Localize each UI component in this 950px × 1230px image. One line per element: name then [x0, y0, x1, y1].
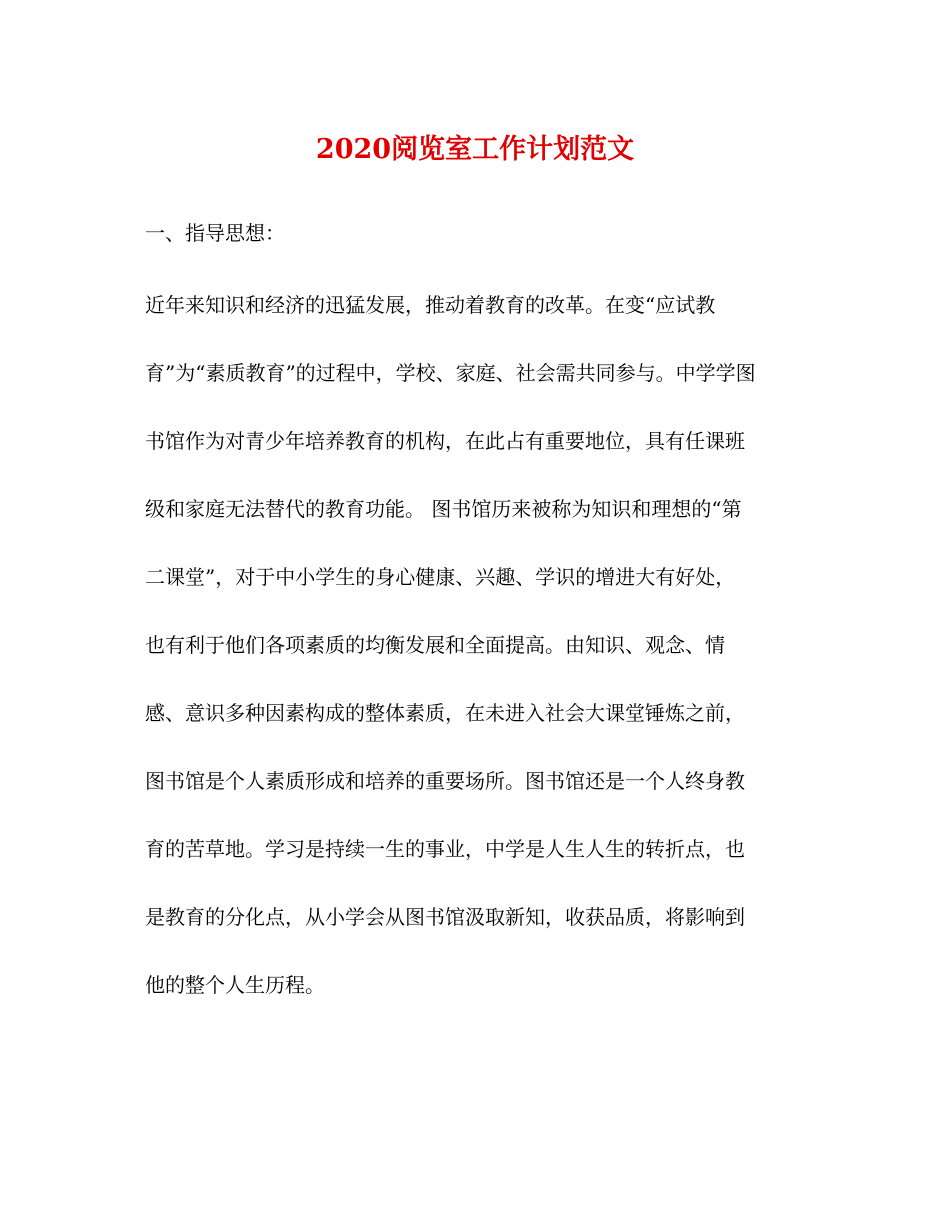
paragraph-line: 近年来知识和经济的迅猛发展，推动着教育的改革。在变“应试教	[145, 293, 716, 317]
section-heading: 一、指导思想：	[145, 221, 285, 245]
paragraph-line: 感、意识多种因素构成的整体素质，在未进入社会大课堂锤炼之前，	[145, 701, 745, 725]
paragraph-line: 他的整个人生历程。	[145, 973, 325, 997]
paragraph-line: 级和家庭无法替代的教育功能。 图书馆历来被称为知识和理想的“第	[145, 497, 742, 521]
document-title: 2020阅览室工作计划范文	[315, 134, 635, 165]
paragraph-line: 育”为“素质教育”的过程中，学校、家庭、社会需共同参与。中学学图	[145, 361, 756, 385]
body-paragraph	[145, 288, 825, 1036]
paragraph-line: 育的苦草地。学习是持续一生的事业，中学是人生人生的转折点，也	[145, 837, 745, 861]
paragraph-line: 书馆作为对青少年培养教育的机构，在此占有重要地位，具有任课班	[145, 429, 745, 453]
paragraph-line: 是教育的分化点，从小学会从图书馆汲取新知，收获品质，将影响到	[145, 905, 745, 929]
paragraph-line: 图书馆是个人素质形成和培养的重要场所。图书馆还是一个人终身教	[145, 769, 745, 793]
paragraph-line: 也有利于他们各项素质的均衡发展和全面提高。由知识、观念、情	[145, 633, 725, 657]
paragraph-line: 二课堂”，对于中小学生的身心健康、兴趣、学识的增进大有好处，	[145, 565, 736, 589]
